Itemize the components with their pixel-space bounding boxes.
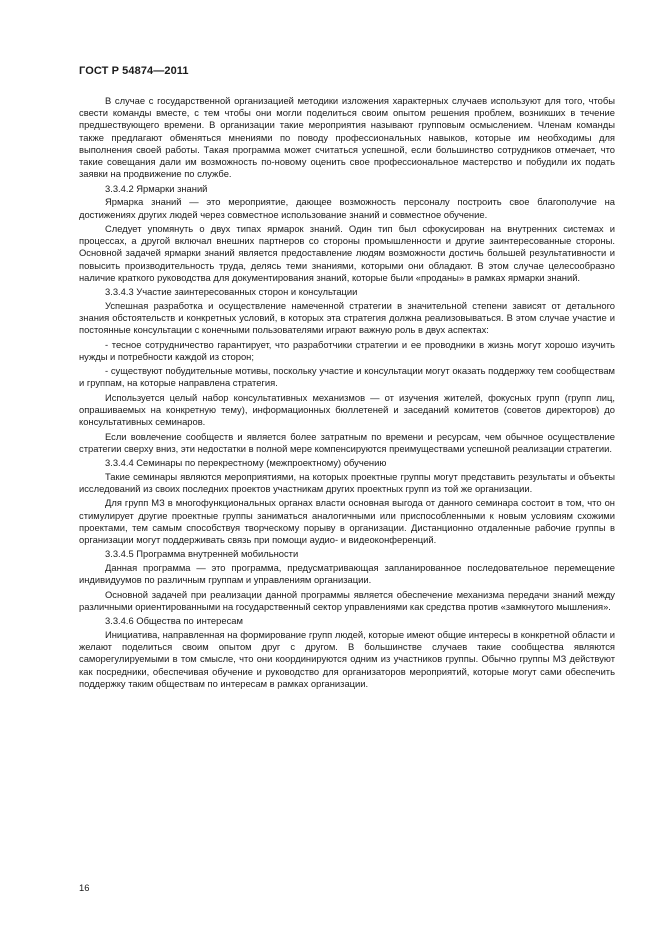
paragraph: Ярмарка знаний — это мероприятие, дающее возможность персоналу построить свое благополучие на достижениях других людей через совместное использование знаний и совместное обучение.	[79, 196, 615, 220]
paragraph: Такие семинары являются мероприятиями, на которых проектные группы могут представить результаты и объекты исследований из своих последних проектов участникам других проектных групп из той же организации.	[79, 470, 615, 495]
paragraph: Успешная разработка и осуществление намеченной стратегии в значительной степени зависят от детального знания обстоятельств и конкретных условий, в которых эта стратегия должна реализовываться. В этом случае участие и постоянные консультации с конечными пользователями играют важную роль в двух аспектах:	[79, 299, 615, 336]
section-heading: 3.3.4.6 Общества по интересам	[105, 615, 243, 627]
section-heading: 3.3.4.5 Программа внутренней мобильности	[105, 548, 299, 560]
list-item: - тесное сотрудничество гарантирует, что разработчики стратегии и ее проводники в жизнь могут хорошо изучить нужды и потребности каждой из сторон;	[79, 338, 615, 362]
section-heading: 3.3.4.2 Ярмарки знаний	[105, 182, 208, 194]
section-heading: 3.3.4.4 Семинары по перекрестному (межпроектному) обучению	[105, 457, 387, 469]
paragraph: Основной задачей при реализации данной программы является обеспечение механизма передачи знаний между различными ориентированными на государственный сектор управлениями как средства против «замкнутого мышления».	[79, 588, 615, 612]
document-body	[79, 95, 615, 692]
list-item: - существуют побудительные мотивы, поскольку участие и консультации могут оказать поддержку тем сообществам и группам, на которые направлена стратегия.	[79, 365, 615, 389]
paragraph: Следует упомянуть о двух типах ярмарок знаний. Один тип был сфокусирован на внутренних системах и процессах, а другой включал внешних партнеров со стороны промышленности и другие заинтересованные стороны. Основной задачей ярмарки знаний является предоставление людям возможности достичь большей результативности и повысить производительность труда, делясь теми знаниями, которыми они обладают. В этом случае целесообразно наличие краткого руководства для документирования знаний, которые были «проданы» в рамках ярмарки знаний.	[79, 222, 615, 283]
document-header: ГОСТ Р 54874—2011	[79, 65, 189, 77]
section-heading: 3.3.4.3 Участие заинтересованных сторон и консультации	[105, 286, 358, 298]
paragraph: Для групп МЗ в многофункциональных органах власти основная выгода от данного семинара состоит в том, что он стимулирует другие проектные группы заниматься аналогичными или приспособленными к новым условиям схожими проектами, тем самым способствуя творческому порыву в организации. Дистанционно отдаленные рабочие группы в организации могут поддерживать связь при помощи аудио- и видеоконференций.	[79, 497, 615, 546]
paragraph: В случае с государственной организацией методики изложения характерных случаев используют для того, чтобы свести команды вместе, с тем чтобы они могли поделиться своим опытом решения проблем, возникших в течение предшествующего времени. В организации такие мероприятия называют групповым осмыслением. Членам команды также предлагают обменяться мнениями по поводу профессиональных навыков, которые им необходимы для выполнения своей работы. Такая программа может считаться успешной, если большинство сотрудников отмечает, что такие совещания дали им возможность по-новому оценить свое профессиональное мастерство и побудили их подать заявки на продвижение по службе.	[79, 95, 615, 180]
paragraph: Используется целый набор консультативных механизмов — от изучения жителей, фокусных групп (групп лиц, опрашиваемых на конкретную тему), информационных бюллетеней и заседаний комитетов (советов директоров) до консультативных семинаров.	[79, 391, 615, 428]
paragraph: Если вовлечение сообществ и является более затратным по времени и ресурсам, чем обычное осуществление стратегии сверху вниз, эти недостатки в полной мере компенсируются преимуществами успешной реализации стратегии.	[79, 430, 615, 454]
page-number: 16	[79, 882, 90, 893]
paragraph: Инициатива, направленная на формирование групп людей, которые имеют общие интересы в конкретной области и желают поделиться своим опытом друг с другом. В большинстве случаев такие сообщества являются саморегулируемыми в том смысле, что они координируются одним из участников группы. Обычно группы МЗ действуют как посредники, обеспечивая обучение и руководство для организаторов мероприятий, которые могут сами обеспечить поддержку таким обществам по интересам в рамках организации.	[79, 629, 615, 689]
paragraph: Данная программа — это программа, предусматривающая запланированное последовательное перемещение индивидуумов по различным группам и управлениям организации.	[79, 562, 615, 586]
